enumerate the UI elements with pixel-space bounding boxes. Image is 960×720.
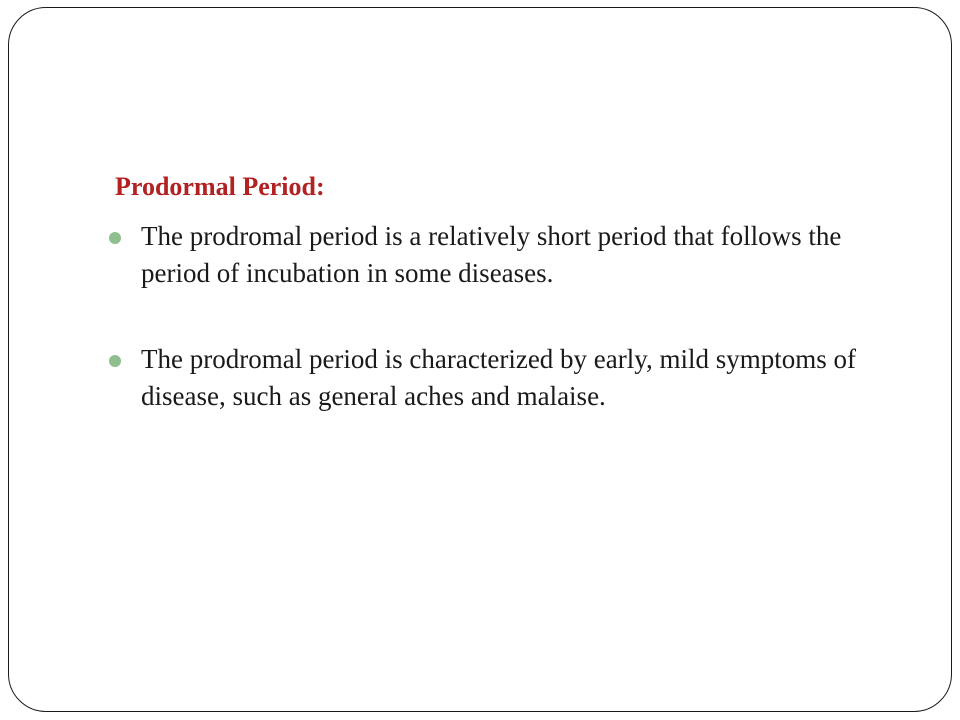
bullet-text: The prodromal period is a relatively short period that follows the period of incubation in some diseases. (141, 221, 842, 288)
slide-frame (8, 7, 952, 712)
bullet-dot-icon (109, 355, 121, 367)
bullet-item (107, 341, 907, 415)
bullet-list (107, 218, 907, 415)
slide-content (107, 166, 907, 464)
bullet-dot-icon (109, 232, 121, 244)
slide-heading: Prodormal Period: (115, 172, 325, 201)
bullet-text: The prodromal period is characterized by early, mild symptoms of disease, such as general aches and malaise. (141, 344, 857, 411)
bullet-item (107, 218, 907, 292)
